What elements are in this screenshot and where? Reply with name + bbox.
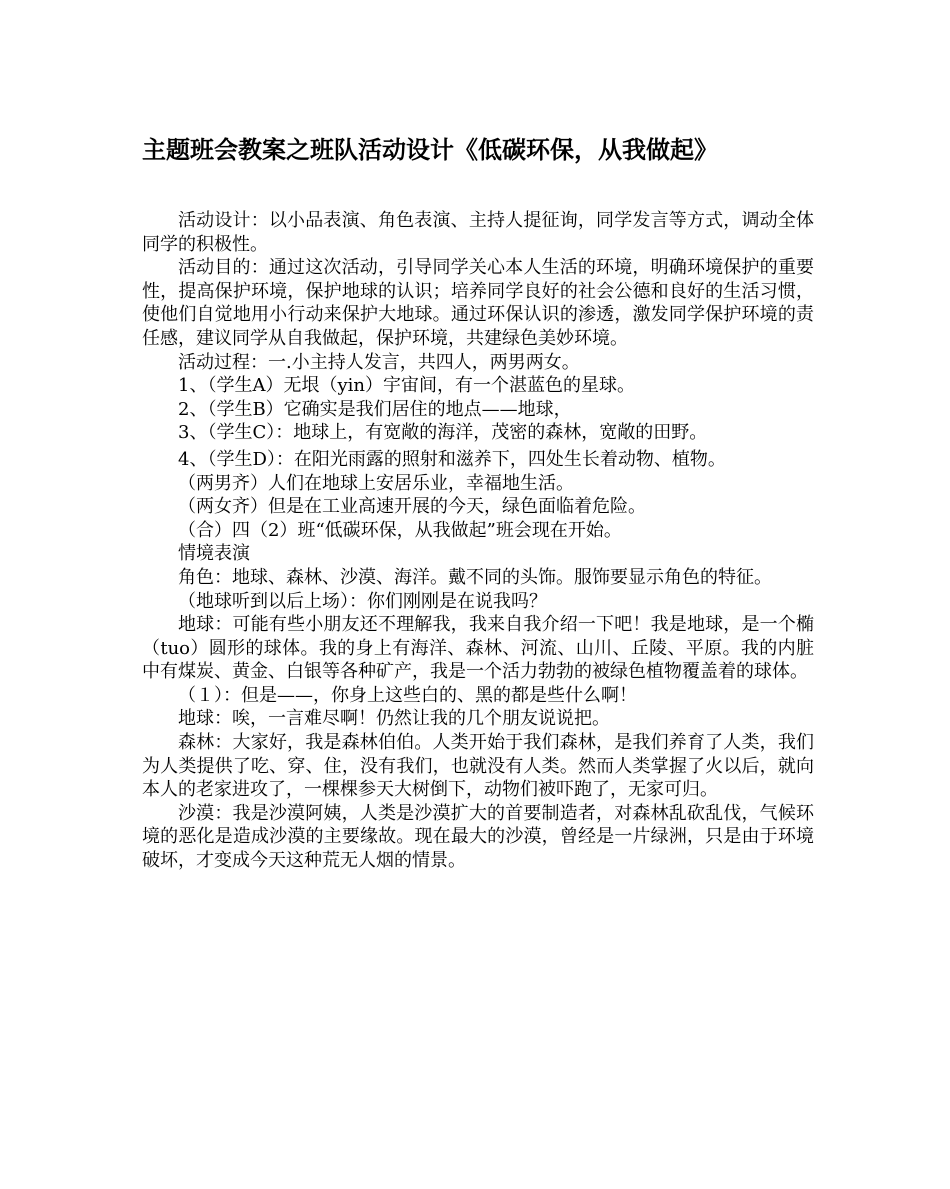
paragraph-forest: 森林：大家好，我是森林伯伯。人类开始于我们森林，是我们养育了人类，我们为人类提供了吃、穿、住，没有我们，也就没有人类。然而人类掌握了火以后，就向本人的老家进攻了，一棵棵参天大树倒下，动物们被吓跑了，无家可归。	[142, 732, 814, 801]
paragraph-student-a: 1、（学生A）无垠（yin）宇宙间，有一个湛蓝色的星球。	[178, 375, 635, 397]
paragraph-earth-enters: （地球听到以后上场）：你们刚刚是在说我吗？	[178, 590, 547, 612]
paragraph-desert: 沙漠：我是沙漠阿姨，人类是沙漠扩大的首要制造者，对森林乱砍乱伐，气候环境的恶化是造成沙漠的主要缘故。现在最大的沙漠，曾经是一片绿洲，只是由于环境破坏，才变成今天这种荒无人烟的情景。	[142, 802, 814, 872]
paragraph-activity-design: 活动设计：以小品表演、角色表演、主持人提征询，同学发言等方式，调动全体同学的积极性。	[142, 210, 814, 255]
paragraph-student-b: 2、（学生B）它确实是我们居住的地点——地球，	[178, 398, 572, 420]
paragraph-scene-heading: 情境表演	[178, 543, 250, 565]
paragraph-two-girls: （两女齐）但是在工业高速开展的今天，绿色面临着危险。	[178, 496, 646, 518]
paragraph-student-d: 4、（学生D）：在阳光雨露的照射和滋养下，四处生长着动物、植物。	[178, 448, 726, 470]
paragraph-roles: 角色：地球、森林、沙漠、海洋。戴不同的头饰。服饰要显示角色的特征。	[178, 566, 772, 588]
paragraph-two-boys: （两男齐）人们在地球上安居乐业，幸福地生活。	[178, 472, 574, 494]
paragraph-together: （合）四（2）班“低碳环保，从我做起”班会现在开始。	[178, 519, 622, 541]
paragraph-question: （１）：但是——，你身上这些白的、黑的都是些什么啊！	[178, 684, 637, 706]
paragraph-student-c: 3、（学生C）：地球上，有宽敞的海洋，茂密的森林，宽敞的田野。	[178, 422, 708, 444]
document-body	[142, 209, 814, 873]
paragraph-earth-intro: 地球：可能有些小朋友还不理解我，我来自我介绍一下吧！我是地球，是一个椭（tuo）圆形的球体。我的身上有海洋、森林、河流、山川、丘陵、平原。我的内脏中有煤炭、黄金、白银等各种矿产，我是一个活力勃勃的被绿色植物覆盖着的球体。	[142, 614, 814, 683]
paragraph-activity-purpose: 活动目的：通过这次活动，引导同学关心本人生活的环境，明确环境保护的重要性，提高保护环境，保护地球的认识；培养同学良好的社会公德和良好的生活习惯，使他们自觉地用小行动来保护大地球。通过环保认识的渗透，激发同学保护环境的责任感，建议同学从自我做起，保护环境，共建绿色美妙环境。	[142, 257, 814, 349]
paragraph-earth-reply: 地球：唉，一言难尽啊！仍然让我的几个朋友说说把。	[178, 708, 610, 730]
document-title: 主题班会教案之班队活动设计《低碳环保，从我做起》	[142, 135, 718, 164]
paragraph-activity-process: 活动过程：一.小主持人发言，共四人，两男两女。	[178, 351, 580, 373]
